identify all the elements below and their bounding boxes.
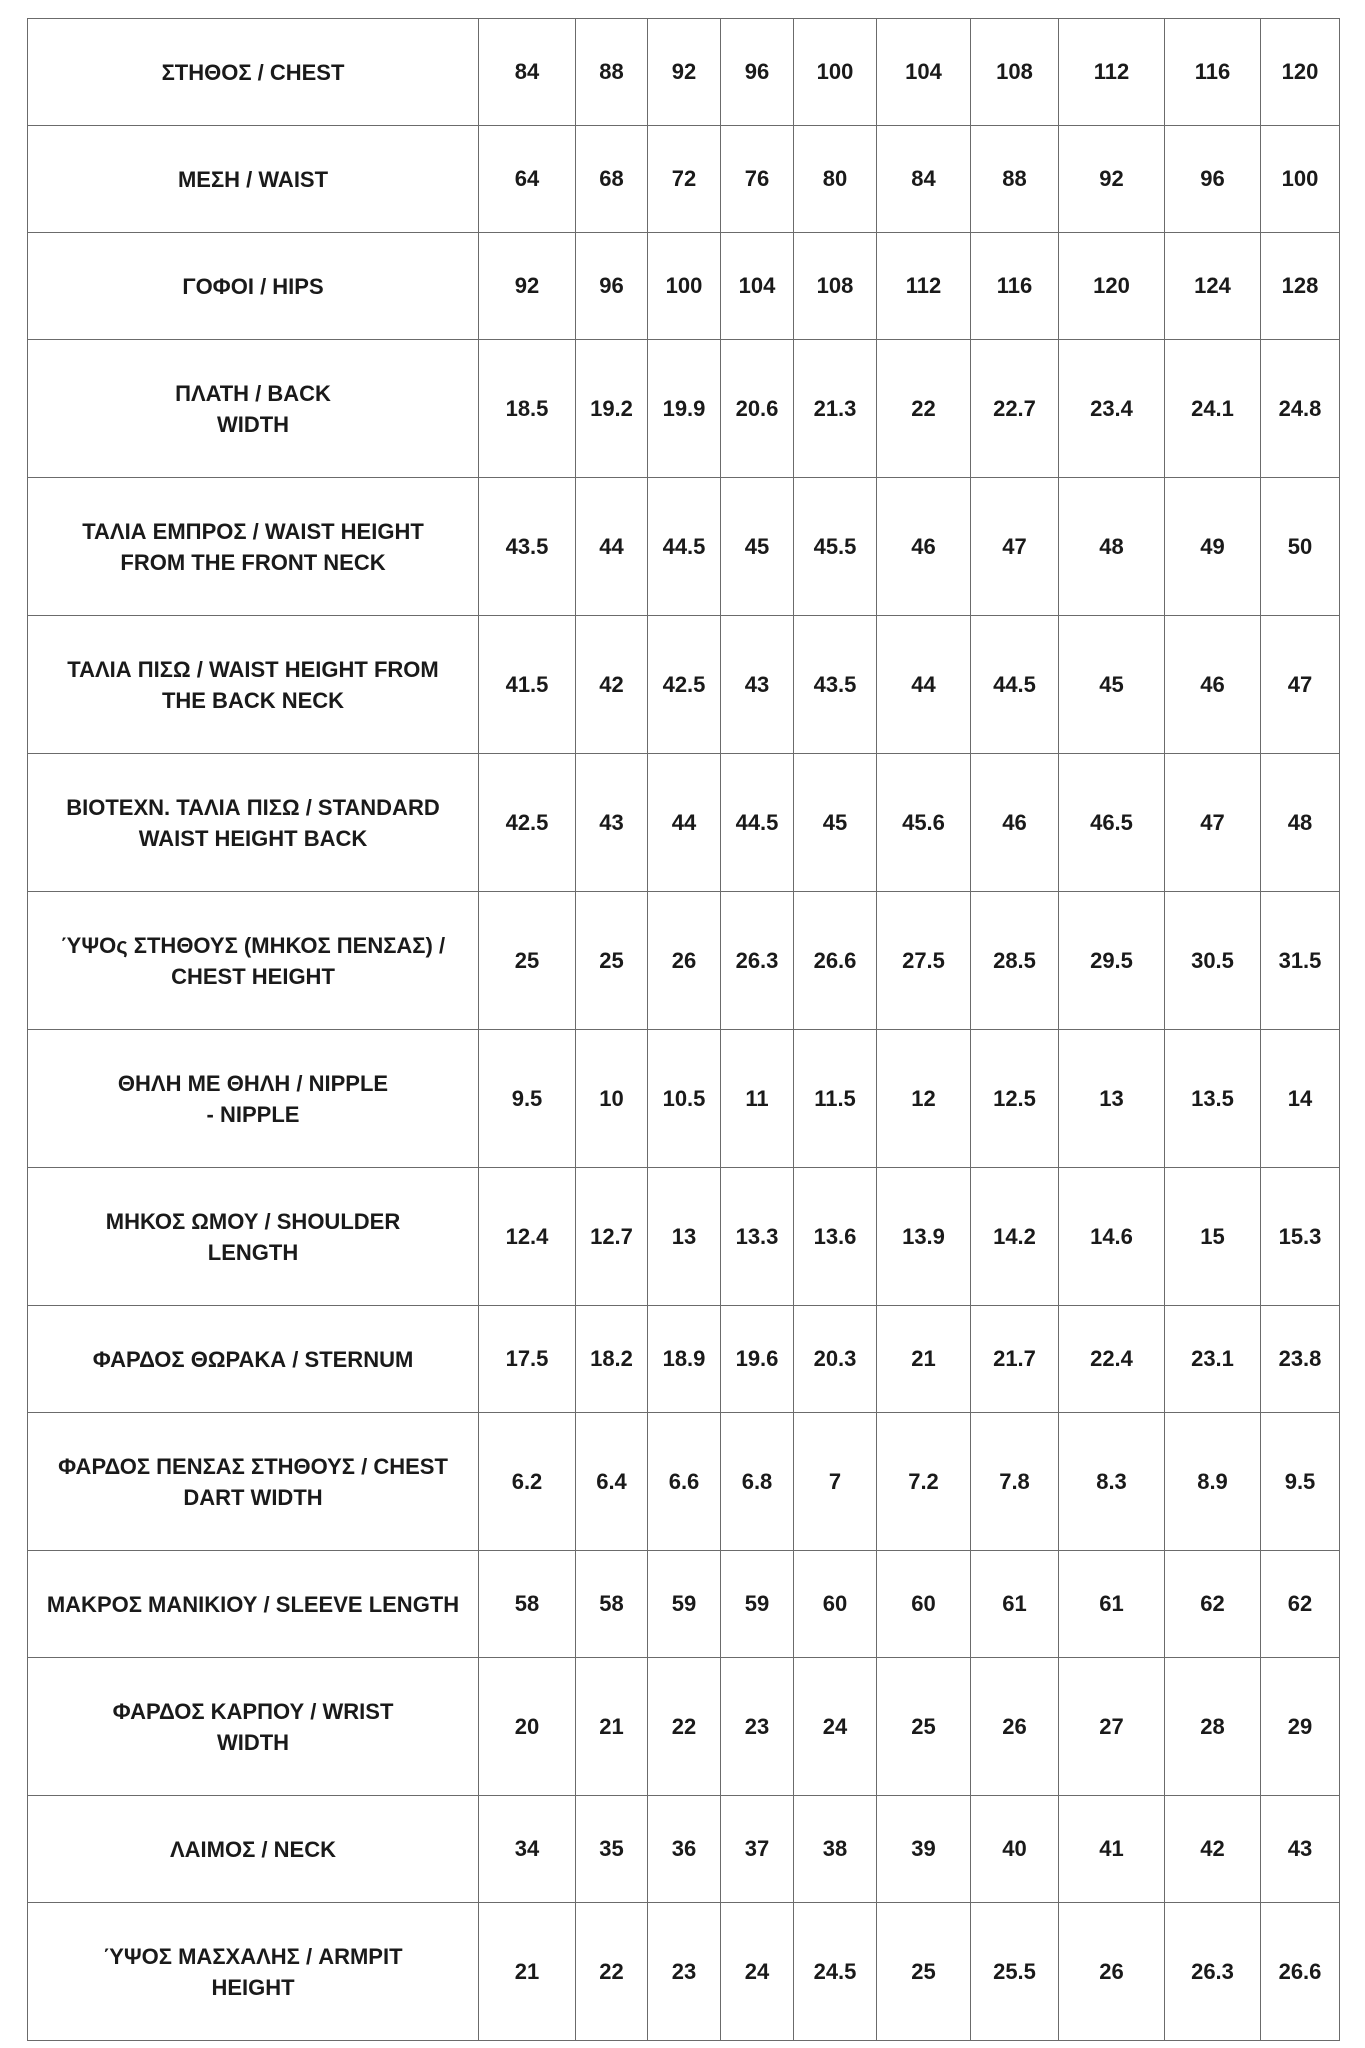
measurement-value: 76 [721,126,794,233]
measurement-value: 96 [576,233,648,340]
measurement-value: 27 [1059,1658,1165,1796]
measurement-label: ΓΟΦΟΙ / HIPS [28,233,479,340]
measurement-value: 12.4 [479,1168,576,1306]
measurement-value: 23.4 [1059,340,1165,478]
measurement-value: 28.5 [971,892,1059,1030]
measurement-value: 24.1 [1165,340,1261,478]
measurement-value: 100 [1261,126,1340,233]
measurement-value: 14.2 [971,1168,1059,1306]
measurement-value: 48 [1261,754,1340,892]
measurement-value: 8.3 [1059,1413,1165,1551]
measurement-value: 104 [877,19,971,126]
measurement-value: 6.2 [479,1413,576,1551]
measurement-value: 46.5 [1059,754,1165,892]
measurement-value: 88 [576,19,648,126]
measurement-value: 26 [1059,1903,1165,2041]
measurement-value: 62 [1261,1551,1340,1658]
table-row [28,1796,1340,1903]
measurement-value: 23 [721,1658,794,1796]
measurement-value: 14.6 [1059,1168,1165,1306]
table-row [28,616,1340,754]
measurement-value: 44 [877,616,971,754]
measurement-value: 80 [794,126,877,233]
measurement-label: ΦΑΡΔΟΣ ΠΕΝΣΑΣ ΣΤΗΘΟΥΣ / CHEST DART WIDTH [28,1413,479,1551]
measurement-label: ΜΑΚΡΟΣ ΜΑΝΙΚΙΟΥ / SLEEVE LENGTH [28,1551,479,1658]
measurement-value: 47 [971,478,1059,616]
measurement-label: ΠΛΑΤΗ / BACK WIDTH [28,340,479,478]
measurement-value: 50 [1261,478,1340,616]
measurement-value: 6.4 [576,1413,648,1551]
measurement-value: 23.8 [1261,1306,1340,1413]
measurement-value: 10 [576,1030,648,1168]
measurement-value: 120 [1059,233,1165,340]
measurement-value: 35 [576,1796,648,1903]
size-chart-body [28,19,1340,2041]
measurement-value: 11 [721,1030,794,1168]
measurement-value: 26.3 [1165,1903,1261,2041]
measurement-value: 21 [877,1306,971,1413]
measurement-value: 58 [576,1551,648,1658]
measurement-value: 28 [1165,1658,1261,1796]
measurement-value: 29 [1261,1658,1340,1796]
measurement-value: 18.2 [576,1306,648,1413]
measurement-label: ΜΗΚΟΣ ΩΜΟΥ / SHOULDER LENGTH [28,1168,479,1306]
measurement-value: 9.5 [1261,1413,1340,1551]
measurement-value: 14 [1261,1030,1340,1168]
measurement-value: 19.2 [576,340,648,478]
measurement-label: ΎΨΟΣ ΜΑΣΧΑΛΗΣ / ARMPIT HEIGHT [28,1903,479,2041]
measurement-value: 124 [1165,233,1261,340]
measurement-value: 26 [648,892,721,1030]
measurement-value: 25 [877,1903,971,2041]
table-row [28,233,1340,340]
measurement-value: 26.6 [1261,1903,1340,2041]
measurement-label: ΎΨΟς ΣΤΗΘΟΥΣ (ΜΗΚΟΣ ΠΕΝΣΑΣ) / CHEST HEIGHT [28,892,479,1030]
measurement-value: 40 [971,1796,1059,1903]
measurement-label: ΛΑΙΜΟΣ / NECK [28,1796,479,1903]
measurement-value: 61 [1059,1551,1165,1658]
measurement-value: 44.5 [721,754,794,892]
measurement-value: 13.9 [877,1168,971,1306]
measurement-value: 43.5 [794,616,877,754]
measurement-value: 18.5 [479,340,576,478]
measurement-value: 8.9 [1165,1413,1261,1551]
table-row [28,19,1340,126]
measurement-value: 72 [648,126,721,233]
measurement-value: 116 [1165,19,1261,126]
measurement-value: 31.5 [1261,892,1340,1030]
measurement-value: 42.5 [479,754,576,892]
measurement-value: 92 [1059,126,1165,233]
measurement-value: 44 [576,478,648,616]
measurement-value: 47 [1165,754,1261,892]
measurement-value: 15.3 [1261,1168,1340,1306]
measurement-value: 25.5 [971,1903,1059,2041]
measurement-value: 41.5 [479,616,576,754]
measurement-value: 22 [877,340,971,478]
measurement-value: 48 [1059,478,1165,616]
measurement-value: 59 [721,1551,794,1658]
measurement-value: 21 [479,1903,576,2041]
measurement-value: 45 [721,478,794,616]
measurement-value: 23 [648,1903,721,2041]
measurement-value: 112 [877,233,971,340]
measurement-value: 61 [971,1551,1059,1658]
measurement-label: ΦΑΡΔΟΣ ΘΩΡΑΚΑ / STERNUM [28,1306,479,1413]
measurement-value: 44.5 [971,616,1059,754]
measurement-value: 45.5 [794,478,877,616]
measurement-value: 104 [721,233,794,340]
measurement-value: 13.5 [1165,1030,1261,1168]
measurement-value: 13 [1059,1030,1165,1168]
measurement-value: 26.3 [721,892,794,1030]
measurement-label: ΤΑΛΙΑ ΠΙΣΩ / WAIST HEIGHT FROM THE BACK NECK [28,616,479,754]
measurement-value: 46 [1165,616,1261,754]
measurement-value: 47 [1261,616,1340,754]
measurement-value: 45 [794,754,877,892]
measurement-value: 43 [721,616,794,754]
measurement-value: 7.8 [971,1413,1059,1551]
measurement-value: 64 [479,126,576,233]
measurement-value: 84 [877,126,971,233]
measurement-value: 26.6 [794,892,877,1030]
measurement-value: 12.5 [971,1030,1059,1168]
table-row [28,126,1340,233]
measurement-value: 30.5 [1165,892,1261,1030]
measurement-value: 10.5 [648,1030,721,1168]
measurement-value: 6.8 [721,1413,794,1551]
measurement-value: 22 [648,1658,721,1796]
measurement-value: 13.6 [794,1168,877,1306]
measurement-value: 7.2 [877,1413,971,1551]
measurement-value: 116 [971,233,1059,340]
measurement-value: 9.5 [479,1030,576,1168]
measurement-value: 22.7 [971,340,1059,478]
table-row [28,1030,1340,1168]
measurement-value: 58 [479,1551,576,1658]
measurement-value: 27.5 [877,892,971,1030]
measurement-value: 112 [1059,19,1165,126]
measurement-value: 96 [1165,126,1261,233]
measurement-value: 21.7 [971,1306,1059,1413]
measurement-value: 25 [576,892,648,1030]
measurement-value: 22.4 [1059,1306,1165,1413]
measurement-value: 92 [479,233,576,340]
measurement-value: 120 [1261,19,1340,126]
measurement-value: 100 [648,233,721,340]
measurement-label: ΜΕΣΗ / WAIST [28,126,479,233]
measurement-value: 37 [721,1796,794,1903]
measurement-value: 20.6 [721,340,794,478]
measurement-value: 20.3 [794,1306,877,1413]
measurement-value: 7 [794,1413,877,1551]
table-row [28,1413,1340,1551]
measurement-label: ΒΙΟΤΕΧΝ. ΤΑΛΙΑ ΠΙΣΩ / STANDARD WAIST HEIGHT BACK [28,754,479,892]
measurement-value: 43 [576,754,648,892]
measurement-value: 43 [1261,1796,1340,1903]
measurement-label: ΘΗΛΗ ΜΕ ΘΗΛΗ / NIPPLE - NIPPLE [28,1030,479,1168]
measurement-value: 96 [721,19,794,126]
table-row [28,1551,1340,1658]
measurement-value: 45.6 [877,754,971,892]
measurement-value: 23.1 [1165,1306,1261,1413]
table-row [28,754,1340,892]
measurement-value: 44 [648,754,721,892]
measurement-value: 45 [1059,616,1165,754]
measurement-value: 108 [794,233,877,340]
measurement-value: 11.5 [794,1030,877,1168]
measurement-label: ΤΑΛΙΑ ΕΜΠΡΟΣ / WAIST HEIGHT FROM THE FRONT NECK [28,478,479,616]
table-row [28,1658,1340,1796]
measurement-value: 18.9 [648,1306,721,1413]
measurement-value: 29.5 [1059,892,1165,1030]
table-row [28,1903,1340,2041]
table-row [28,1168,1340,1306]
measurement-value: 24.8 [1261,340,1340,478]
measurement-value: 43.5 [479,478,576,616]
measurement-value: 49 [1165,478,1261,616]
measurement-label: ΣΤΗΘΟΣ / CHEST [28,19,479,126]
measurement-value: 13.3 [721,1168,794,1306]
measurement-value: 46 [971,754,1059,892]
measurement-value: 59 [648,1551,721,1658]
measurement-value: 84 [479,19,576,126]
measurement-value: 68 [576,126,648,233]
measurement-value: 62 [1165,1551,1261,1658]
measurement-value: 25 [877,1658,971,1796]
measurement-value: 19.9 [648,340,721,478]
measurement-value: 25 [479,892,576,1030]
measurement-value: 44.5 [648,478,721,616]
measurement-value: 128 [1261,233,1340,340]
table-row [28,892,1340,1030]
measurement-value: 36 [648,1796,721,1903]
measurement-value: 24 [794,1658,877,1796]
measurement-value: 12.7 [576,1168,648,1306]
measurement-value: 60 [877,1551,971,1658]
measurement-value: 13 [648,1168,721,1306]
measurement-value: 24 [721,1903,794,2041]
measurement-value: 39 [877,1796,971,1903]
table-row [28,1306,1340,1413]
measurement-value: 34 [479,1796,576,1903]
measurement-value: 21 [576,1658,648,1796]
measurement-value: 46 [877,478,971,616]
measurement-value: 6.6 [648,1413,721,1551]
measurement-value: 38 [794,1796,877,1903]
measurement-value: 24.5 [794,1903,877,2041]
measurement-value: 15 [1165,1168,1261,1306]
measurement-value: 19.6 [721,1306,794,1413]
measurement-value: 100 [794,19,877,126]
measurement-value: 12 [877,1030,971,1168]
measurement-value: 42.5 [648,616,721,754]
measurement-value: 26 [971,1658,1059,1796]
measurement-value: 42 [1165,1796,1261,1903]
measurement-value: 88 [971,126,1059,233]
measurement-value: 108 [971,19,1059,126]
measurement-value: 92 [648,19,721,126]
table-row [28,340,1340,478]
table-row [28,478,1340,616]
measurement-value: 60 [794,1551,877,1658]
measurement-value: 42 [576,616,648,754]
measurement-value: 22 [576,1903,648,2041]
measurement-value: 20 [479,1658,576,1796]
size-chart-table [27,18,1340,2041]
measurement-label: ΦΑΡΔΟΣ ΚΑΡΠΟΥ / WRIST WIDTH [28,1658,479,1796]
measurement-value: 21.3 [794,340,877,478]
measurement-value: 41 [1059,1796,1165,1903]
measurement-value: 17.5 [479,1306,576,1413]
